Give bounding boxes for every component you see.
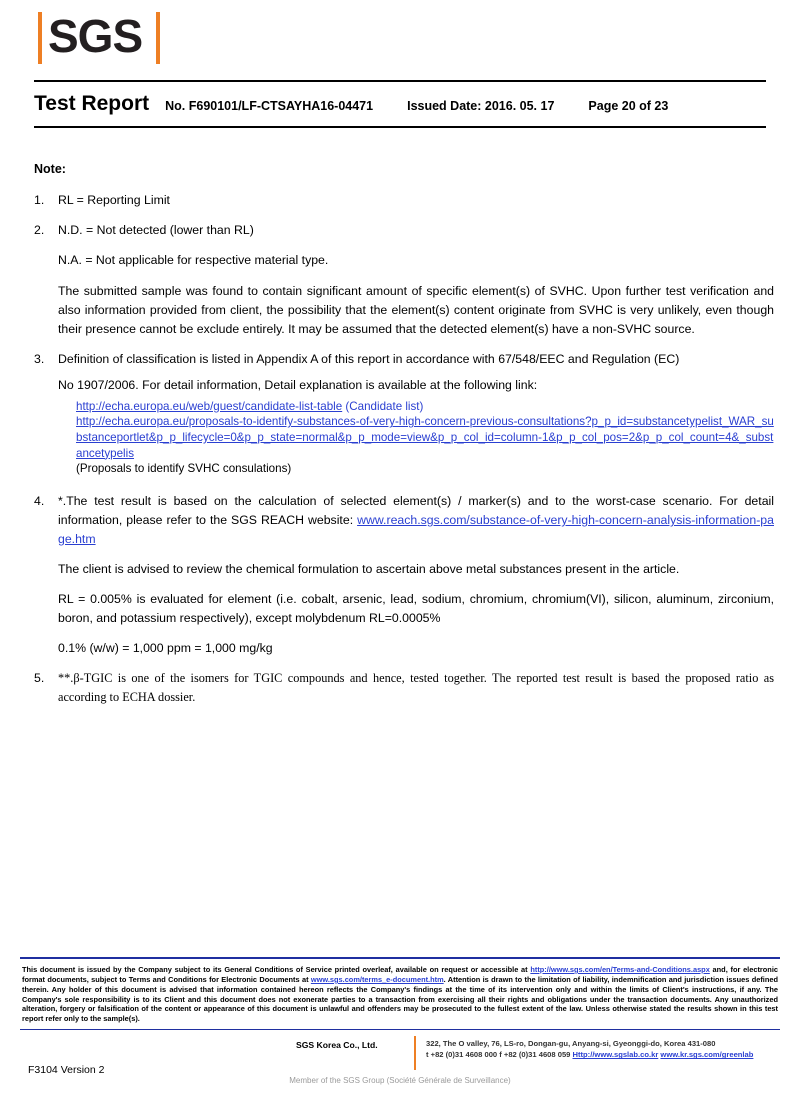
reach-website-link[interactable]: www.reach.sgs.com/substance-of-very-high-concern-analysis-information-page.htm bbox=[58, 513, 774, 547]
company-address bbox=[426, 1038, 753, 1061]
greenlab-link[interactable]: www.kr.sgs.com/greenlab bbox=[660, 1050, 754, 1060]
footer-disclaimer-part1: This document is issued by the Company subject to its General Conditions of Service printed overleaf, available on request or accessible at bbox=[22, 965, 531, 974]
note-item-4-text-4: 0.1% (w/w) = 1,000 ppm = 1,000 mg/kg bbox=[58, 641, 273, 656]
issued-date: Issued Date: 2016. 05. 17 bbox=[407, 99, 555, 113]
note-item-3 bbox=[34, 350, 774, 481]
note-item-3-links bbox=[76, 399, 774, 477]
contact-numbers: t +82 (0)31 4608 000 f +82 (0)31 4608 059 bbox=[426, 1050, 573, 1060]
company-name: SGS Korea Co., Ltd. bbox=[296, 1040, 378, 1050]
electronic-documents-link[interactable]: www.sgs.com/terms_e-document.htm bbox=[310, 974, 444, 984]
note-item-5 bbox=[34, 669, 774, 707]
note-item-2-text-3: The submitted sample was found to contain significant amount of specific element(s) of SVHC. Upon further test verification and also information provided from client, the possibility that the element(s) content originate from SVHC is very unlikely, even though their presence cannot be exclude entirely. It may be assumed that the detected element(s) have a non-SVHC source. bbox=[58, 283, 774, 336]
member-of-group-text: Member of the SGS Group (Société Générale de Surveillance) bbox=[289, 1076, 511, 1085]
candidate-list-link[interactable]: http://echa.europa.eu/web/guest/candidate-list-table bbox=[76, 399, 343, 413]
note-item-3-text-2: No 1907/2006. For detail information, Detail explanation is available at the following link: bbox=[58, 377, 538, 392]
svhc-consultations-link[interactable]: http://echa.europa.eu/proposals-to-identify-substances-of-very-high-concern-previous-consultations?p_p_id=substancetypelist_WAR_substanceportlet&p_p_lifecycle=0&p_p_state=normal&p_p_mode=view&p_p_col_id=column-1&p_p_col_pos=2&p_p_col_count=4&_substancetypelis bbox=[76, 415, 774, 460]
note-item-4-text-1-lead: *.The test result is based on the calculation of selected element(s) / marker(s) and to the worst-case scenario. For detail information, please refer to the SGS REACH website: bbox=[58, 493, 774, 527]
footer-disclaimer-part2: and, for electronic format documents, subject to Terms and Conditions for Electronic Documents at bbox=[22, 965, 778, 984]
header-divider bbox=[34, 80, 766, 82]
note-item-2-text-1: N.D. = Not detected (lower than RL) bbox=[58, 223, 254, 238]
footer-divider-top bbox=[20, 957, 780, 959]
note-item-2-number: 2. bbox=[34, 223, 45, 238]
page-title: Test Report bbox=[34, 92, 150, 115]
note-item-2-text-2: N.A. = Not applicable for respective material type. bbox=[58, 253, 329, 268]
candidate-list-link-caption: (Candidate list) bbox=[345, 399, 424, 413]
note-item-3-number: 3. bbox=[34, 351, 45, 366]
logo-bar-right-decoration bbox=[156, 12, 160, 64]
page-number: Page 20 of 23 bbox=[588, 99, 669, 113]
title-divider bbox=[34, 126, 766, 128]
note-item-5-text: **.β-TGIC is one of the isomers for TGIC compounds and hence, tested together. The reported test result is based the proposed ratio as according to ECHA dossier. bbox=[58, 671, 774, 705]
footer-disclaimer bbox=[22, 965, 778, 1024]
logo-text: SGS bbox=[48, 10, 143, 62]
footer-orange-separator bbox=[414, 1036, 416, 1070]
note-item-4 bbox=[34, 492, 774, 658]
note-item-1 bbox=[34, 191, 774, 210]
note-item-4-text-3: RL = 0.005% is evaluated for element (i.e. cobalt, arsenic, lead, sodium, chromium, chromium(VI), silicon, aluminum, zirconium, boron, and potassium respectively), except molybdenum RL=0.0005% bbox=[58, 592, 774, 626]
sgs-logo bbox=[38, 12, 160, 64]
address-line-1: 322, The O valley, 76, LS-ro, Dongan-gu, Anyang-si, Gyeonggi-do, Korea 431-080 bbox=[426, 1039, 716, 1048]
sgslab-link[interactable]: Http://www.sgslab.co.kr bbox=[572, 1050, 659, 1060]
note-heading: Note: bbox=[34, 162, 66, 176]
footer-disclaimer-part3: . Attention is drawn to the limitation of liability, indemnification and jurisdiction issues defined therein. Any holder of this document is advised that information contained hereon reflects the Company's findings at the time of its intervention only and within the limits of Client's instructions, if any. The Company's sole responsibility is to its Client and this document does not exonerate parties to a transaction from exercising all their rights and obligations under the transaction documents. Any unauthorized alteration, forgery or falsification of the content or appearance of this document is unlawful and offenders may be prosecuted to the fullest extent of the law. Unless otherwise stated the results shown in this test report refer only to the sample(s). bbox=[22, 974, 779, 1024]
footer-divider-bottom bbox=[20, 1029, 780, 1030]
note-item-4-number: 4. bbox=[34, 493, 45, 508]
note-item-1-number: 1. bbox=[34, 193, 45, 208]
footer-bottom bbox=[22, 1036, 778, 1086]
note-item-4-text-1 bbox=[58, 492, 774, 549]
logo-bar-left-decoration bbox=[38, 12, 42, 64]
note-item-4-text-2: The client is advised to review the chemical formulation to ascertain above metal substances present in the article. bbox=[58, 562, 680, 577]
note-item-3-text-1: Definition of classification is listed in Appendix A of this report in accordance with 67/548/EEC and Regulation (EC) bbox=[58, 351, 680, 366]
terms-conditions-link[interactable]: http://www.sgs.com/en/Terms-and-Conditions.aspx bbox=[530, 965, 710, 974]
report-header-row bbox=[34, 92, 766, 116]
report-number: No. F690101/LF-CTSAYHA16-04471 bbox=[165, 99, 374, 113]
svhc-consultations-caption: (Proposals to identify SVHC consulations) bbox=[76, 462, 292, 476]
note-item-5-number: 5. bbox=[34, 671, 45, 686]
address-line-2 bbox=[426, 1049, 753, 1060]
note-content bbox=[34, 160, 774, 718]
note-item-1-text: RL = Reporting Limit bbox=[58, 193, 170, 208]
note-item-2 bbox=[34, 221, 774, 338]
document-version: F3104 Version 2 bbox=[28, 1064, 105, 1076]
